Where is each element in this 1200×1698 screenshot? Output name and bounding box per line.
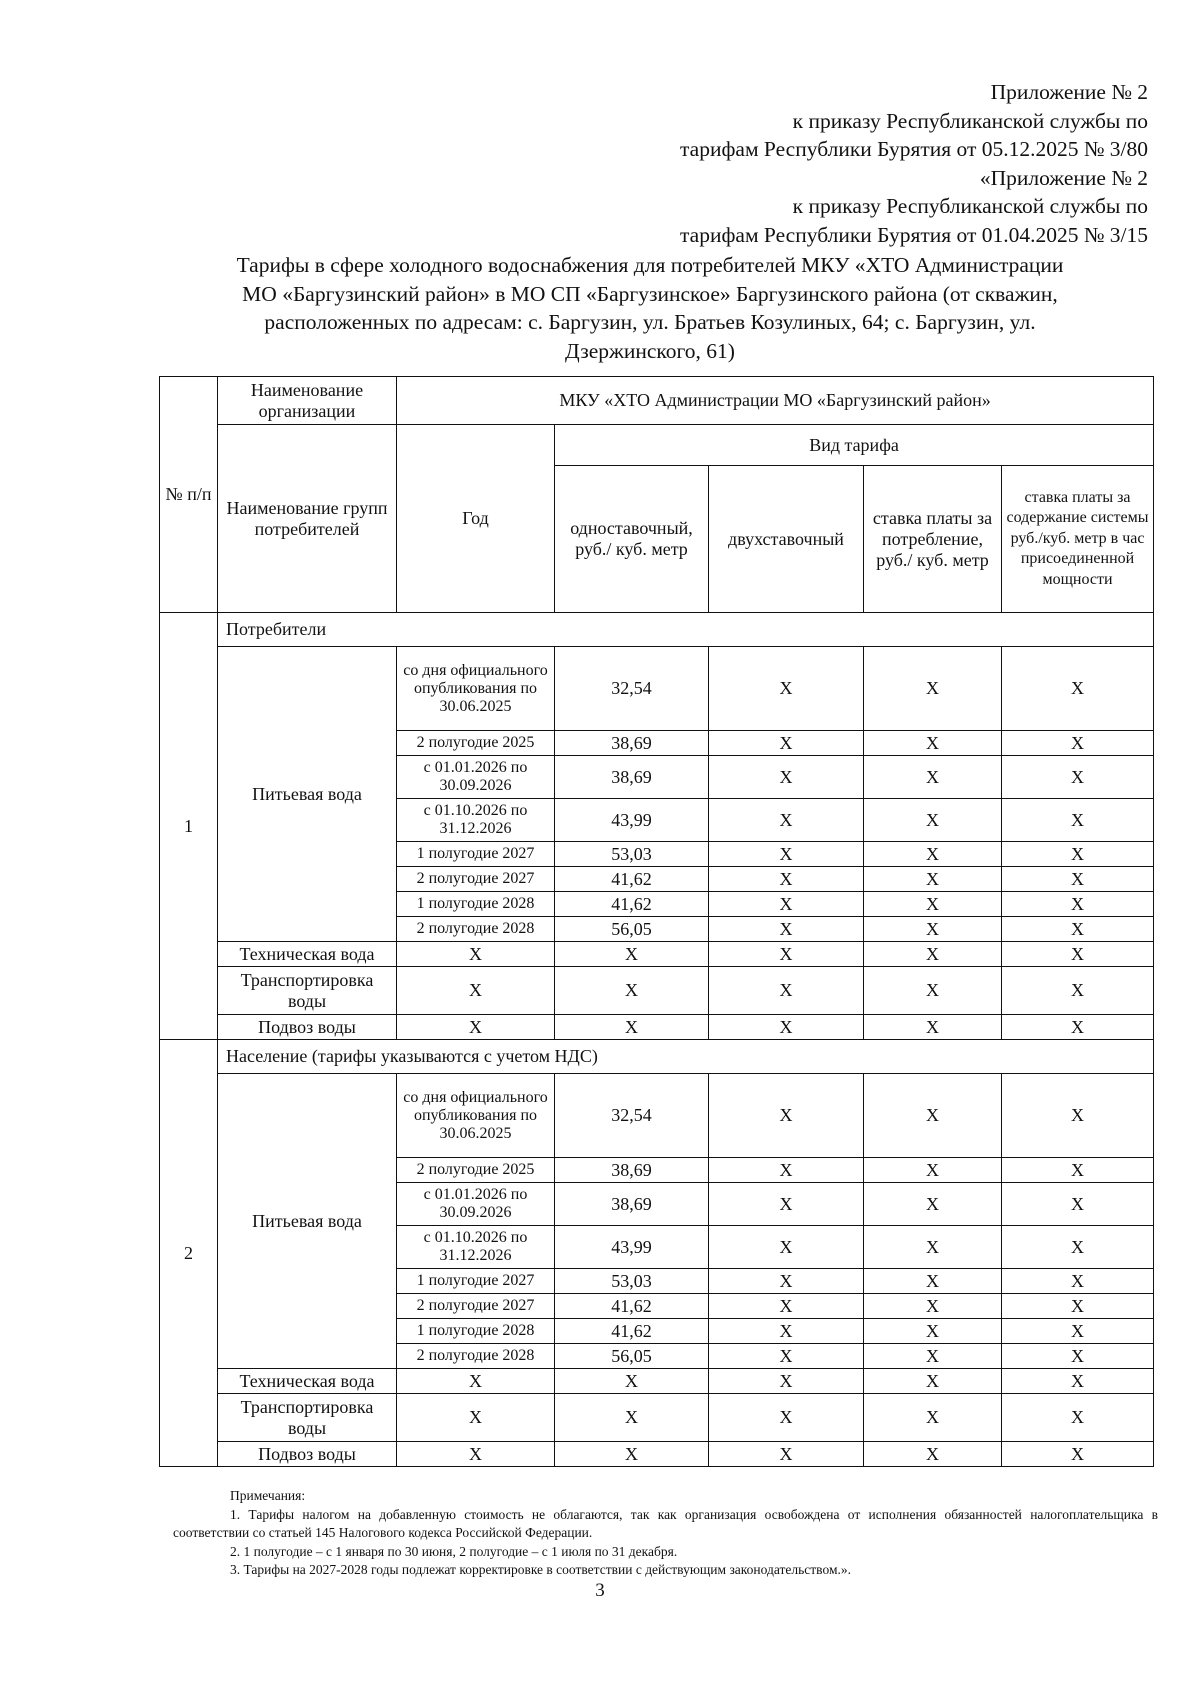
consumption-rate-value: X (864, 842, 1002, 867)
maintenance-rate-value: X (1002, 1394, 1154, 1442)
double-rate-value: X (709, 1269, 864, 1294)
organization-name: МКУ «ХТО Администрации МО «Баргузинский район» (397, 377, 1154, 425)
double-rate-value: X (709, 1294, 864, 1319)
period-cell: 2 полугодие 2028 (397, 917, 555, 942)
header-line: тарифам Республики Бурятия от 01.04.2025 № 3/15 (680, 222, 1148, 247)
single-rate-value: X (555, 942, 709, 967)
period-cell: X (397, 1015, 555, 1040)
period-cell: 2 полугодие 2027 (397, 1294, 555, 1319)
period-cell: 2 полугодие 2028 (397, 1344, 555, 1369)
period-cell: X (397, 1369, 555, 1394)
period-cell: X (397, 967, 555, 1015)
maintenance-rate-value: X (1002, 1226, 1154, 1269)
consumption-rate-value: X (864, 892, 1002, 917)
col-header-tariff-type: Вид тарифа (555, 425, 1154, 466)
consumption-rate-value: X (864, 756, 1002, 799)
period-cell: с 01.10.2026 по 31.12.2026 (397, 799, 555, 842)
header-line: тарифам Республики Бурятия от 05.12.2025 № 3/80 (680, 137, 1148, 161)
consumption-rate-value: X (864, 1183, 1002, 1226)
single-rate-value: 38,69 (555, 731, 709, 756)
consumption-rate-value: X (864, 799, 1002, 842)
consumption-rate-value: X (864, 1394, 1002, 1442)
consumer-group-label: Техническая вода (218, 942, 397, 967)
note-item: 1. Тарифы налогом на добавленную стоимость не облагаются, так как организация освобождена от исполнения обязанностей налогоплательщика в соответствии со статьей 145 Налогового кодекса Российской Федерации. (173, 1506, 1158, 1540)
tariff-row (160, 647, 1154, 731)
double-rate-value: X (709, 1319, 864, 1344)
tariff-table (159, 376, 1154, 1467)
section-number: 1 (160, 613, 218, 1040)
title-line: Дзержинского, 61) (565, 338, 735, 363)
double-rate-value: X (709, 967, 864, 1015)
consumer-group-label: Питьевая вода (218, 647, 397, 942)
consumption-rate-value: X (864, 1442, 1002, 1467)
maintenance-rate-value: X (1002, 917, 1154, 942)
single-rate-value: 53,03 (555, 842, 709, 867)
col-header-organization: Наименование организации (218, 377, 397, 425)
period-cell: 2 полугодие 2025 (397, 1158, 555, 1183)
single-rate-value: X (555, 1369, 709, 1394)
consumer-group-label: Транспортировка воды (218, 1394, 397, 1442)
single-rate-value: 41,62 (555, 1319, 709, 1344)
double-rate-value: X (709, 867, 864, 892)
tariff-row (160, 1074, 1154, 1158)
double-rate-value: X (709, 842, 864, 867)
double-rate-value: X (709, 1226, 864, 1269)
col-header-maintenance-rate: ставка платы за содержание системы руб./куб. метр в час присоединенной мощности (1002, 466, 1154, 613)
single-rate-value: X (555, 1015, 709, 1040)
period-cell: с 01.10.2026 по 31.12.2026 (397, 1226, 555, 1269)
single-rate-value: 56,05 (555, 917, 709, 942)
maintenance-rate-value: X (1002, 731, 1154, 756)
consumption-rate-value: X (864, 647, 1002, 731)
title-line: МО «Баргузинский район» в МО СП «Баргузинское» Баргузинского района (от скважин, (242, 281, 1058, 306)
period-cell: 1 полугодие 2028 (397, 1319, 555, 1344)
consumption-rate-value: X (864, 1344, 1002, 1369)
single-rate-value: X (555, 967, 709, 1015)
single-rate-value: 41,62 (555, 892, 709, 917)
consumption-rate-value: X (864, 1269, 1002, 1294)
maintenance-rate-value: X (1002, 799, 1154, 842)
double-rate-value: X (709, 1158, 864, 1183)
double-rate-value: X (709, 917, 864, 942)
tariff-table-body (160, 377, 1154, 1467)
single-rate-value: 53,03 (555, 1269, 709, 1294)
consumption-rate-value: X (864, 1074, 1002, 1158)
maintenance-rate-value: X (1002, 967, 1154, 1015)
other-group-row (160, 967, 1154, 1015)
consumption-rate-value: X (864, 1319, 1002, 1344)
double-rate-value: X (709, 1394, 864, 1442)
single-rate-value: 38,69 (555, 756, 709, 799)
section-number: 2 (160, 1040, 218, 1467)
maintenance-rate-value: X (1002, 1269, 1154, 1294)
section-title-row (160, 613, 1154, 647)
period-cell: с 01.01.2026 по 30.09.2026 (397, 1183, 555, 1226)
single-rate-value: 41,62 (555, 1294, 709, 1319)
period-cell: 1 полугодие 2027 (397, 842, 555, 867)
consumption-rate-value: X (864, 867, 1002, 892)
consumption-rate-value: X (864, 942, 1002, 967)
col-header-year: Год (397, 425, 555, 613)
consumption-rate-value: X (864, 1369, 1002, 1394)
other-group-row (160, 942, 1154, 967)
maintenance-rate-value: X (1002, 1158, 1154, 1183)
consumer-group-label: Техническая вода (218, 1369, 397, 1394)
consumer-group-label: Питьевая вода (218, 1074, 397, 1369)
consumer-group-label: Транспортировка воды (218, 967, 397, 1015)
maintenance-rate-value: X (1002, 1442, 1154, 1467)
header-row-organization (160, 377, 1154, 425)
single-rate-value: 41,62 (555, 867, 709, 892)
title-line: расположенных по адресам: с. Баргузин, ул. Братьев Козулиных, 64; с. Баргузин, ул. (264, 310, 1036, 334)
period-cell: со дня официального опубликования по 30.06.2025 (397, 647, 555, 731)
title-line: Тарифы в сфере холодного водоснабжения для потребителей МКУ «ХТО Администрации (236, 253, 1064, 277)
maintenance-rate-value: X (1002, 756, 1154, 799)
page-number: 3 (595, 1580, 605, 1601)
consumer-group-label: Подвоз воды (218, 1442, 397, 1467)
double-rate-value: X (709, 892, 864, 917)
period-cell: 1 полугодие 2028 (397, 892, 555, 917)
single-rate-value: X (555, 1394, 709, 1442)
header-line: к приказу Республиканской службы по (792, 108, 1148, 133)
consumer-group-label: Подвоз воды (218, 1015, 397, 1040)
double-rate-value: X (709, 731, 864, 756)
single-rate-value: 32,54 (555, 647, 709, 731)
section-title: Население (тарифы указываются с учетом НДС) (218, 1040, 1154, 1074)
period-cell: 2 полугодие 2027 (397, 867, 555, 892)
appendix-header (680, 78, 1148, 249)
double-rate-value: X (709, 756, 864, 799)
maintenance-rate-value: X (1002, 1319, 1154, 1344)
header-line: Приложение № 2 (990, 80, 1148, 104)
other-group-row (160, 1015, 1154, 1040)
col-header-consumption-rate: ставка платы за потребление, руб./ куб. метр (864, 466, 1002, 613)
note-item: 3. Тарифы на 2027-2028 годы подлежат корректировке в соответствии с действующим законодательством.». (230, 1562, 851, 1577)
period-cell: с 01.01.2026 по 30.09.2026 (397, 756, 555, 799)
header-line: «Приложение № 2 (979, 165, 1148, 190)
single-rate-value: X (555, 1442, 709, 1467)
notes-section (173, 1487, 1158, 1580)
consumption-rate-value: X (864, 731, 1002, 756)
maintenance-rate-value: X (1002, 842, 1154, 867)
double-rate-value: X (709, 1369, 864, 1394)
single-rate-value: 32,54 (555, 1074, 709, 1158)
double-rate-value: X (709, 1015, 864, 1040)
maintenance-rate-value: X (1002, 942, 1154, 967)
tariff-table-container (159, 376, 1153, 1467)
col-header-single-rate: одноставочный, руб./ куб. метр (555, 466, 709, 613)
consumption-rate-value: X (864, 1294, 1002, 1319)
col-header-consumer-groups: Наименование групп потребителей (218, 425, 397, 613)
double-rate-value: X (709, 1074, 864, 1158)
maintenance-rate-value: X (1002, 1344, 1154, 1369)
note-item: 2. 1 полугодие – с 1 января по 30 июня, 2 полугодие – с 1 июля по 31 декабря. (230, 1543, 678, 1559)
consumption-rate-value: X (864, 1226, 1002, 1269)
consumption-rate-value: X (864, 967, 1002, 1015)
maintenance-rate-value: X (1002, 1369, 1154, 1394)
maintenance-rate-value: X (1002, 647, 1154, 731)
maintenance-rate-value: X (1002, 1015, 1154, 1040)
consumption-rate-value: X (864, 1158, 1002, 1183)
maintenance-rate-value: X (1002, 1294, 1154, 1319)
single-rate-value: 38,69 (555, 1158, 709, 1183)
other-group-row (160, 1369, 1154, 1394)
single-rate-value: 56,05 (555, 1344, 709, 1369)
double-rate-value: X (709, 1344, 864, 1369)
period-cell: 1 полугодие 2027 (397, 1269, 555, 1294)
section-title-row (160, 1040, 1154, 1074)
notes-heading: Примечания: (230, 1488, 306, 1503)
consumption-rate-value: X (864, 917, 1002, 942)
document-title (150, 251, 1150, 365)
single-rate-value: 43,99 (555, 799, 709, 842)
maintenance-rate-value: X (1002, 867, 1154, 892)
single-rate-value: 38,69 (555, 1183, 709, 1226)
header-line: к приказу Республиканской службы по (792, 194, 1148, 218)
other-group-row (160, 1394, 1154, 1442)
col-header-number: № п/п (160, 377, 218, 613)
other-group-row (160, 1442, 1154, 1467)
maintenance-rate-value: X (1002, 892, 1154, 917)
double-rate-value: X (709, 1183, 864, 1226)
single-rate-value: 43,99 (555, 1226, 709, 1269)
period-cell: X (397, 1394, 555, 1442)
col-header-double-rate: двухставочный (709, 466, 864, 613)
maintenance-rate-value: X (1002, 1074, 1154, 1158)
section-title: Потребители (218, 613, 1154, 647)
period-cell: X (397, 942, 555, 967)
consumption-rate-value: X (864, 1015, 1002, 1040)
period-cell: со дня официального опубликования по 30.06.2025 (397, 1074, 555, 1158)
maintenance-rate-value: X (1002, 1183, 1154, 1226)
double-rate-value: X (709, 1442, 864, 1467)
double-rate-value: X (709, 647, 864, 731)
period-cell: 2 полугодие 2025 (397, 731, 555, 756)
double-rate-value: X (709, 799, 864, 842)
period-cell: X (397, 1442, 555, 1467)
double-rate-value: X (709, 942, 864, 967)
header-row-tariff-type (160, 425, 1154, 466)
